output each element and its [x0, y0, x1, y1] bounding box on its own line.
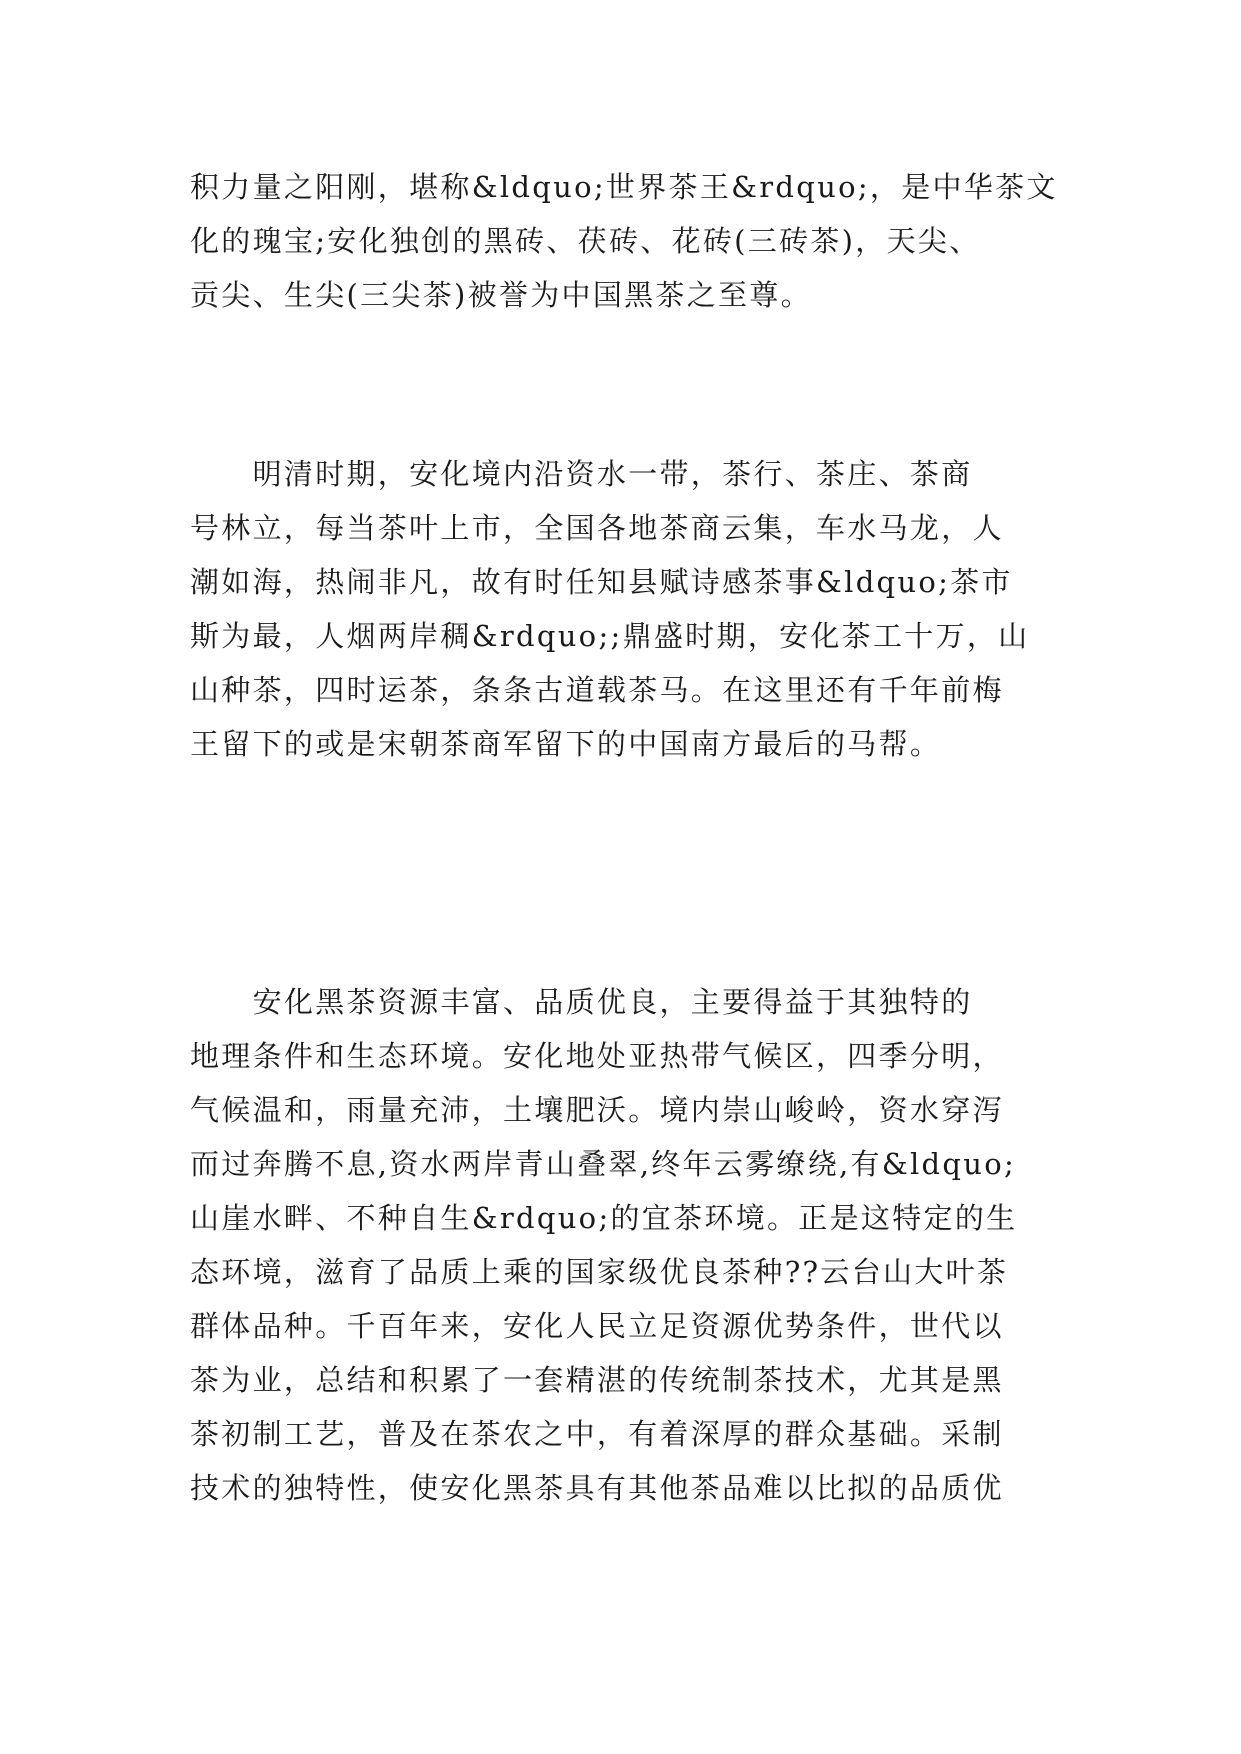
text-line: 号林立，每当茶叶上市，全国各地茶商云集，车水马龙，人	[190, 511, 1004, 545]
paragraph-2	[190, 447, 1080, 771]
text-line: 气候温和，雨量充沛，土壤肥沃。境内崇山峻岭，资水穿泻	[190, 1093, 1004, 1127]
text-line: 安化黑茶资源丰富、品质优良，主要得益于其独特的	[190, 985, 973, 1019]
text-line: 态环境，滋育了品质上乘的国家级优良茶种??云台山大叶茶	[190, 1255, 1009, 1289]
text-line: 贡尖、生尖(三尖茶)被誉为中国黑茶之至尊。	[190, 278, 812, 312]
text-line: 积力量之阳刚，堪称&ldquo;世界茶王&rdquo;，是中华茶文	[190, 170, 1058, 204]
text-line: 茶为业，总结和积累了一套精湛的传统制茶技术，尤其是黑	[190, 1363, 1004, 1397]
text-line: 王留下的或是宋朝茶商军留下的中国南方最后的马帮。	[190, 727, 942, 761]
text-line: 群体品种。千百年来，安化人民立足资源优势条件，世代以	[190, 1309, 1004, 1343]
text-line: 地理条件和生态环境。安化地处亚热带气候区，四季分明，	[190, 1039, 1004, 1073]
text-line: 明清时期，安化境内沿资水一带，茶行、茶庄、茶商	[190, 457, 973, 491]
paragraph-3	[190, 975, 1080, 1515]
text-line: 山种茶，四时运茶，条条古道载茶马。在这里还有千年前梅	[190, 673, 1004, 707]
text-line: 山崖水畔、不种自生&rdquo;的宜茶环境。正是这特定的生	[190, 1201, 1018, 1235]
text-line: 斯为最，人烟两岸稠&rdquo;;鼎盛时期，安化茶工十万，山	[190, 619, 1030, 653]
text-line: 而过奔腾不息,资水两岸青山叠翠,终年云雾缭绕,有&ldquo;	[190, 1147, 1017, 1181]
text-line: 茶初制工艺，普及在茶农之中，有着深厚的群众基础。采制	[190, 1417, 1004, 1451]
text-line: 技术的独特性，使安化黑茶具有其他茶品难以比拟的品质优	[190, 1471, 1004, 1505]
text-line: 化的瑰宝;安化独创的黑砖、茯砖、花砖(三砖茶)，天尖、	[190, 224, 981, 258]
text-line: 潮如海，热闹非凡，故有时任知县赋诗感茶事&ldquo;茶市	[190, 565, 1013, 599]
paragraph-1	[190, 160, 1080, 322]
